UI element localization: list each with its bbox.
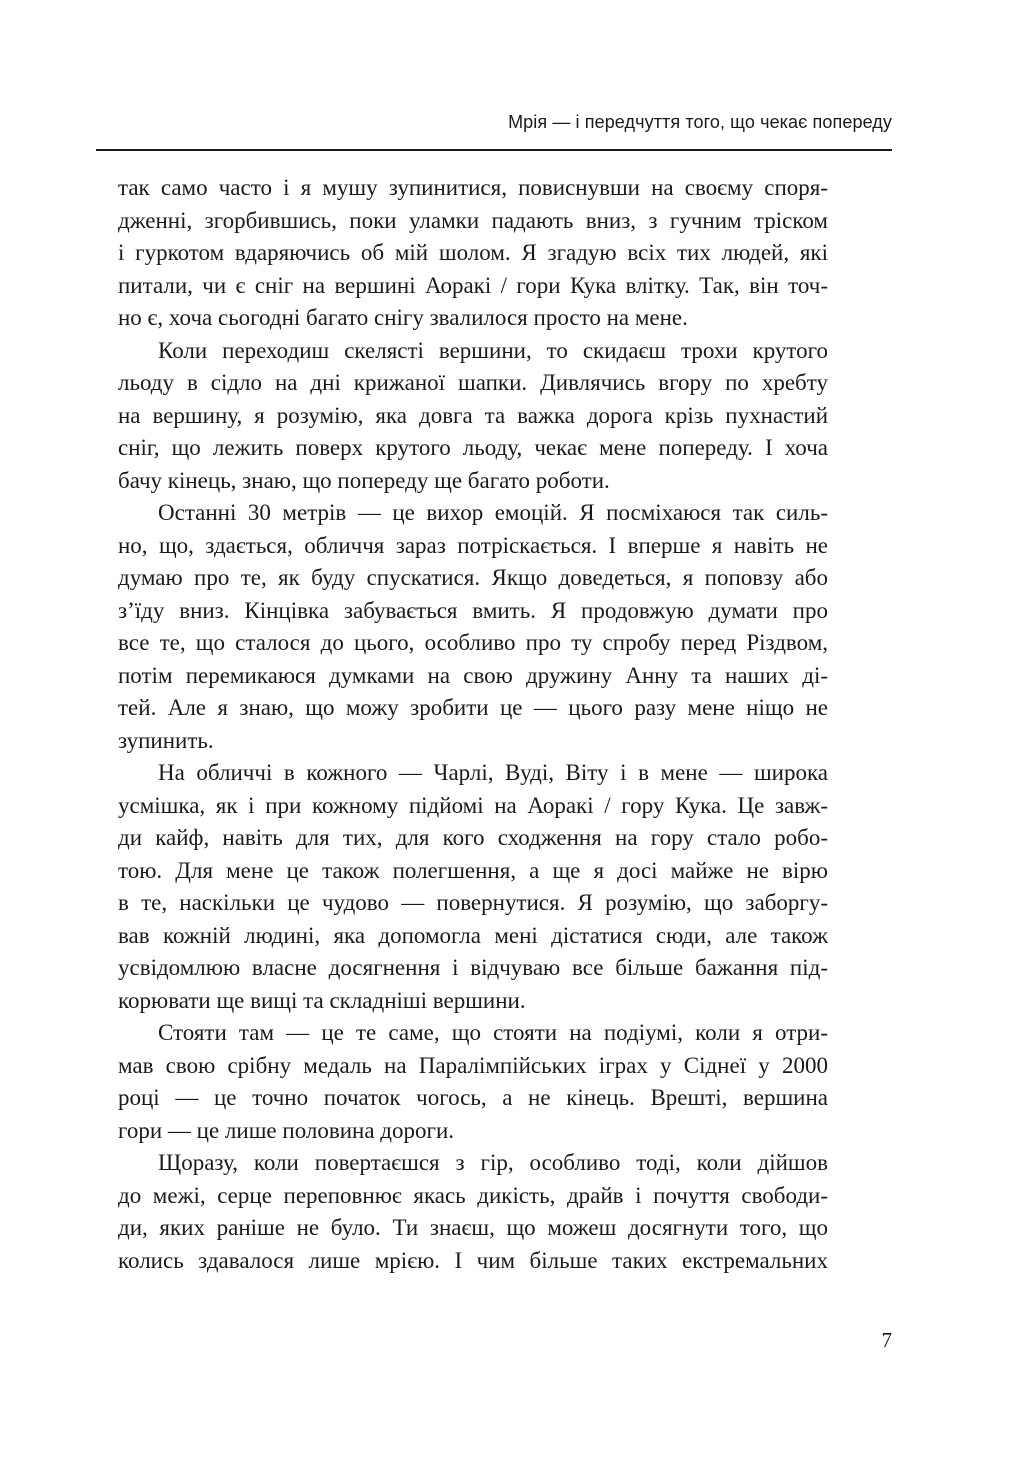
text-line: Останні 30 метрів — це вихор емоцій. Я посміхаюся так силь- [158,500,828,525]
text-line: на вершину, я розумію, яка довга та важка дорога крізь пухнастий [118,402,828,428]
text-line: На обличчі в кожного — Чарлі, Вуді, Віту і в мене — широка [158,760,828,785]
paragraph-2 [118,335,828,498]
text-line: і гуркотом вдаряючись об мій шолом. Я згадую всіх тих людей, які [118,240,828,265]
text-line: вав кожній людині, яка допомогла мені дістатися сюди, але також [118,922,828,948]
running-header: Мрія — і передчуття того, що чекає попереду [508,112,892,132]
text-line: тою. Для мене це також полегшення, а ще я досі майже не вірю [118,857,828,883]
text-line: дженні, згорбившись, поки уламки падають вниз, з гучним тріском [118,207,828,233]
text-line: в те, наскільки це чудово — повернутися. Я розумію, що заборгу- [118,890,828,915]
text-line: но є, хоча сьогодні багато снігу звалилося просто на мене. [118,305,688,330]
text-line: до межі, серце переповнює якась дикість, драйв і почуття свободи- [118,1182,828,1208]
page-number: 7 [881,1328,892,1352]
text-line: колись здавалося лише мрією. І чим більше таких екстремальних [118,1247,828,1273]
text-line: році — це точно початок чогось, а не кінець. Врешті, вершина [118,1085,828,1110]
text-line: думаю про те, як буду спускатися. Якщо доведеться, я поповзу або [118,565,828,590]
text-line: питали, чи є сніг на вершині Аоракі / гори Кука влітку. Так, він точ- [118,272,828,298]
text-line: ди кайф, навіть для тих, для кого сходження на гору стало робо- [118,825,828,850]
text-line: Щоразу, коли повертаєшся з гір, особливо тоді, коли дійшов [158,1150,828,1175]
paragraph-5 [118,1017,828,1147]
text-line: потім перемикаюся думками на свою дружину Анну та наших ді- [118,662,828,688]
text-line: гори — це лише половина дороги. [118,1117,455,1143]
text-line: усвідомлюю власне досягнення і відчуваю все більше бажання під- [118,955,828,980]
text-line: з’їду вниз. Кінцівка забувається вмить. Я продовжую думати про [118,597,828,623]
paragraph-3 [118,497,828,757]
text-line: так само часто і я мушу зупинитися, повиснувши на своєму споря- [118,175,828,200]
text-line: зупинить. [118,727,214,753]
text-line: льоду в сідло на дні крижаної шапки. Дивлячись вгору по хребту [118,370,828,395]
text-line: но, що, здається, обличчя зараз потріскається. І вперше я навіть не [118,532,828,558]
paragraph-1 [118,172,828,335]
header-rule [96,149,892,151]
text-line: усмішка, як і при кожному підйомі на Аоракі / гору Кука. Це завж- [118,792,828,818]
body-text [118,172,828,1277]
text-line: мав свою срібну медаль на Паралімпійських іграх у Сіднеї у 2000 [118,1052,828,1078]
text-line: ди, яких раніше не було. Ти знаєш, що можеш досягнути того, що [118,1215,828,1240]
text-line: Стояти там — це те саме, що стояти на подіумі, коли я отри- [158,1020,828,1045]
paragraph-4 [118,757,828,1017]
text-line: все те, що сталося до цього, особливо про ту спробу перед Різдвом, [118,630,828,655]
text-line: бачу кінець, знаю, що попереду ще багато роботи. [118,467,610,493]
paragraph-6 [118,1147,828,1277]
text-line: тей. Але я знаю, що можу зробити це — цього разу мене ніщо не [118,695,828,720]
text-line: сніг, що лежить поверх крутого льоду, чекає мене попереду. І хоча [118,435,828,460]
text-line: корювати ще вищі та складніші вершини. [118,987,526,1013]
text-line: Коли переходиш скелясті вершини, то скидаєш трохи крутого [158,337,828,363]
